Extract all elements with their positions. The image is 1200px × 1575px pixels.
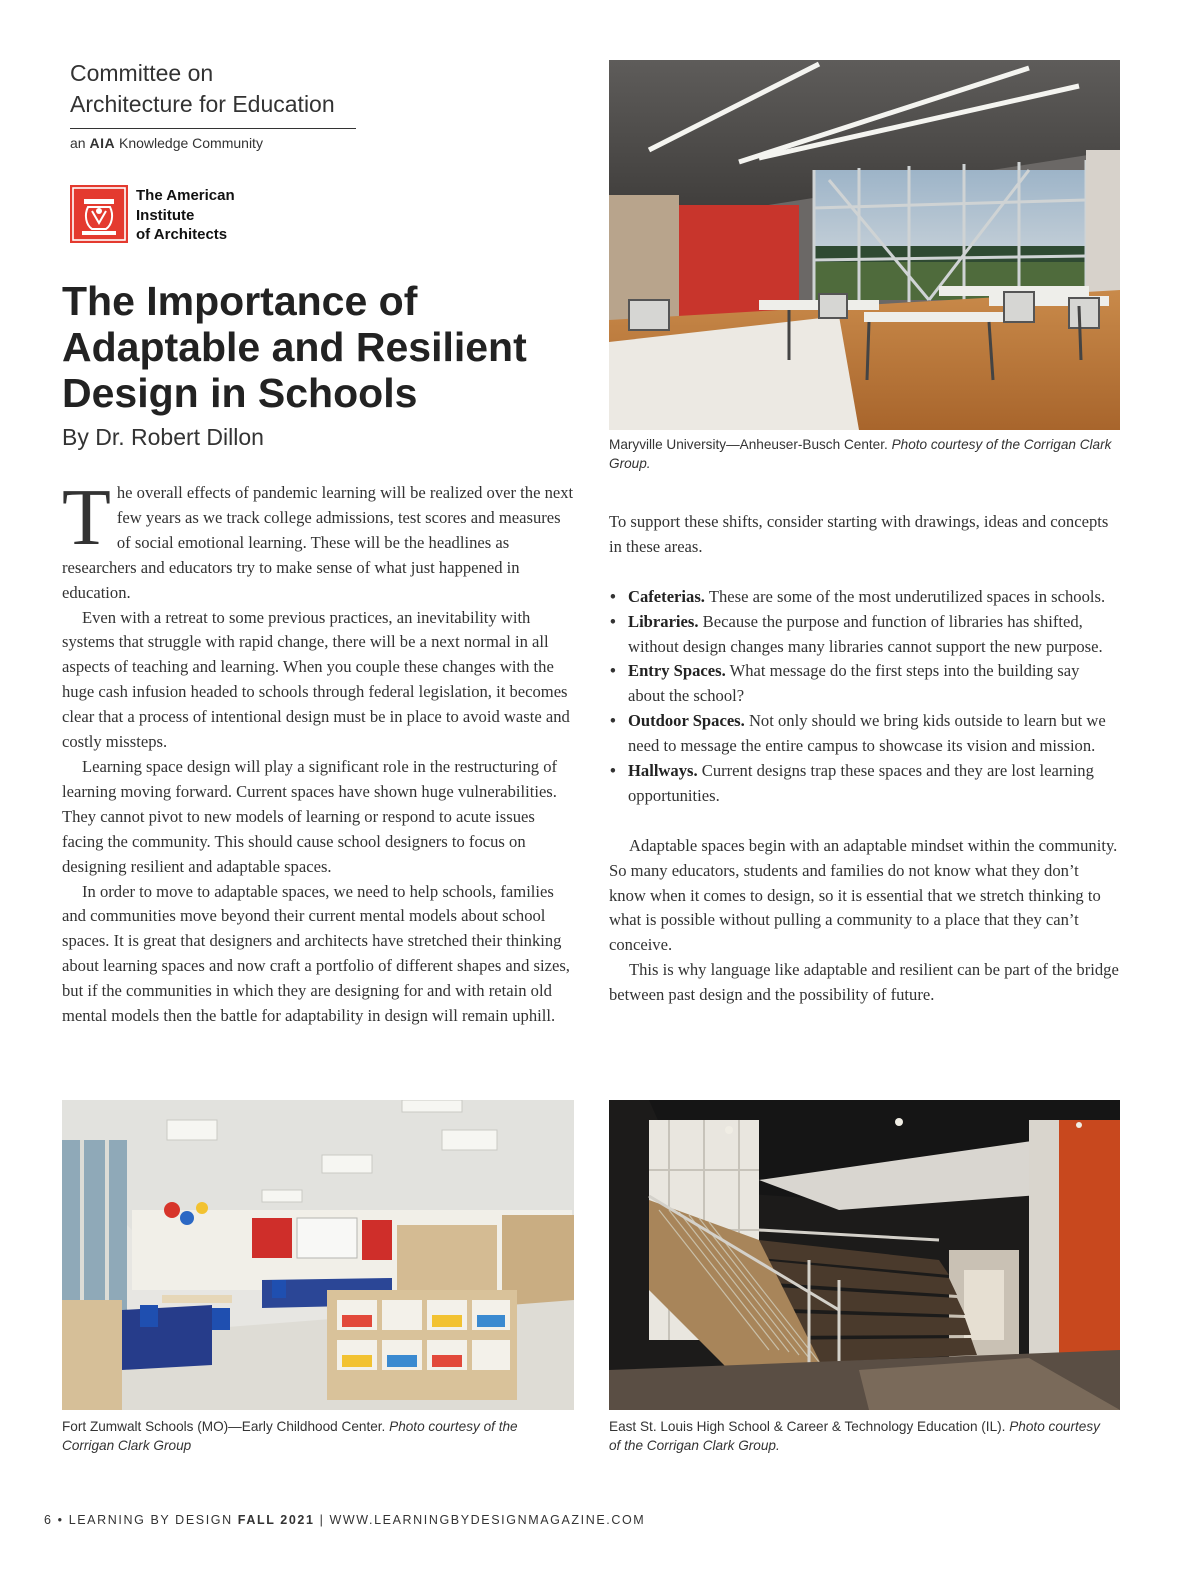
- caption-bottom-right-source: East St. Louis High School & Career & Technology Education (IL).: [609, 1419, 1006, 1434]
- magazine-url: WWW.LEARNINGBYDESIGNMAGAZINE.COM: [329, 1513, 646, 1527]
- page-number: 6: [44, 1513, 53, 1527]
- page-footer: 6 • LEARNING BY DESIGN FALL 2021 | WWW.LEARNINGBYDESIGNMAGAZINE.COM: [44, 1513, 646, 1527]
- caption-bottom-right: [609, 1417, 1114, 1455]
- list-item-entry-spaces: [609, 659, 1119, 709]
- list-item-cafeterias: [609, 585, 1119, 610]
- list-text: These are some of the most underutilized spaces in schools.: [708, 586, 1106, 606]
- committee-heading: [70, 58, 370, 120]
- magazine-name: LEARNING BY DESIGN: [68, 1513, 233, 1527]
- left-column-body: [62, 474, 574, 1029]
- paragraph-5: Adaptable spaces begin with an adaptable mindset within the community. So many educators, students and families do not know what they don’t know when it comes to design, so it is essential that we stretch thinking to what is possible without pulling a community to a place that they can’t conceive.: [609, 835, 1118, 955]
- intro-paragraph: To support these shifts, consider starting with drawings, ideas and concepts in these areas.: [609, 512, 1109, 556]
- list-term: Entry Spaces.: [628, 661, 726, 681]
- list-item-hallways: [609, 759, 1119, 809]
- list-text: What message do the first steps into the building say about the school?: [628, 661, 1080, 706]
- list-term: Outdoor Spaces.: [628, 711, 745, 731]
- design-areas-list: [609, 585, 1119, 809]
- committee-line-1: Committee on: [70, 60, 214, 86]
- paragraph-4: In order to move to adaptable spaces, we need to help schools, families and communities move beyond their current mental models about school spaces. It is great that designers and architects have stretched their thinking about learning spaces and now craft a portfolio of different shapes and sizes, but if the communities in which they are designing for and with retain old mental models then the battle for adaptability in design will remain uphill.: [62, 881, 570, 1026]
- committee-divider: [70, 128, 356, 129]
- list-text: Not only should we bring kids outside to learn but we need to message the entire campus to showcase its vision and mission.: [628, 711, 1106, 756]
- caption-top-right-credit: Photo courtesy of the Corrigan Clark Group.: [609, 437, 1112, 471]
- right-column-body: [609, 510, 1119, 1008]
- paragraph-1: [62, 474, 574, 606]
- caption-top-right-source: Maryville University—Anheuser-Busch Center.: [609, 437, 888, 452]
- caption-bottom-left-source: Fort Zumwalt Schools (MO)—Early Childhood Center.: [62, 1419, 386, 1434]
- knowledge-prefix: an: [70, 135, 86, 151]
- caption-bottom-right-credit: Photo courtesy of the Corrigan Clark Group.: [609, 1419, 1100, 1453]
- drop-cap: T: [62, 474, 111, 562]
- aia-eagle-logo-icon: [70, 185, 128, 243]
- paragraph-2: Even with a retreat to some previous practices, an inevitability with systems that struggle with rapid change, there will be a next normal in all aspects of teaching and learning. When you couple these changes with the huge cash infusion headed to schools through federal legislation, it becomes clear that a process of intentional design must be in place to avoid waste and costly missteps.: [62, 607, 570, 752]
- issue-label: FALL 2021: [237, 1513, 315, 1527]
- caption-bottom-left: [62, 1417, 572, 1455]
- footer-separator: |: [319, 1513, 325, 1527]
- byline: By Dr. Robert Dillon: [62, 424, 264, 450]
- list-term: Hallways.: [628, 761, 698, 781]
- list-item-libraries: [609, 610, 1119, 660]
- committee-line-2: Architecture for Education: [70, 91, 335, 117]
- list-term: Cafeterias.: [628, 586, 705, 606]
- paragraph-6: This is why language like adaptable and resilient can be part of the bridge between past design and the possibility of future.: [609, 960, 1119, 1005]
- stair-atrium-photo: [609, 1100, 1120, 1410]
- knowledge-community-line: [70, 135, 263, 151]
- paragraph-3: Learning space design will play a significant role in the restructuring of learning moving forward. Current spaces have shown huge vulnerabilities. They cannot pivot to new models of learning or respond to acute issues facing the community. This should cause school designers to focus on designing resilient and adaptable spaces.: [62, 756, 558, 876]
- early-childhood-classroom-photo: [62, 1100, 574, 1410]
- aia-brand: AIA: [89, 135, 116, 151]
- maryville-classroom-photo: [609, 60, 1120, 430]
- list-text: Current designs trap these spaces and they are lost learning opportunities.: [628, 761, 1094, 805]
- aia-wordmark: [136, 186, 235, 245]
- list-term: Libraries.: [628, 611, 699, 631]
- list-item-outdoor-spaces: [609, 709, 1119, 759]
- caption-bottom-left-credit: Photo courtesy of the Corrigan Clark Group: [62, 1419, 518, 1453]
- knowledge-suffix: Knowledge Community: [118, 135, 263, 151]
- aia-line-2: Institute: [136, 206, 195, 224]
- aia-line-1: The American: [136, 187, 235, 204]
- paragraph-1-text: he overall effects of pandemic learning will be realized over the next few years as we track college admissions, test scores and measures of social emotional learning. These will be the headlines as researchers and educators try to make sense of what just happened in education.: [62, 483, 574, 602]
- aia-line-3: of Architects: [136, 226, 228, 243]
- caption-top-right: [609, 435, 1114, 473]
- article-title: The Importance of Adaptable and Resilient Design in Schools: [62, 278, 527, 416]
- list-text: Because the purpose and function of libraries has shifted, without design changes many libraries cannot support the new purpose.: [628, 611, 1103, 656]
